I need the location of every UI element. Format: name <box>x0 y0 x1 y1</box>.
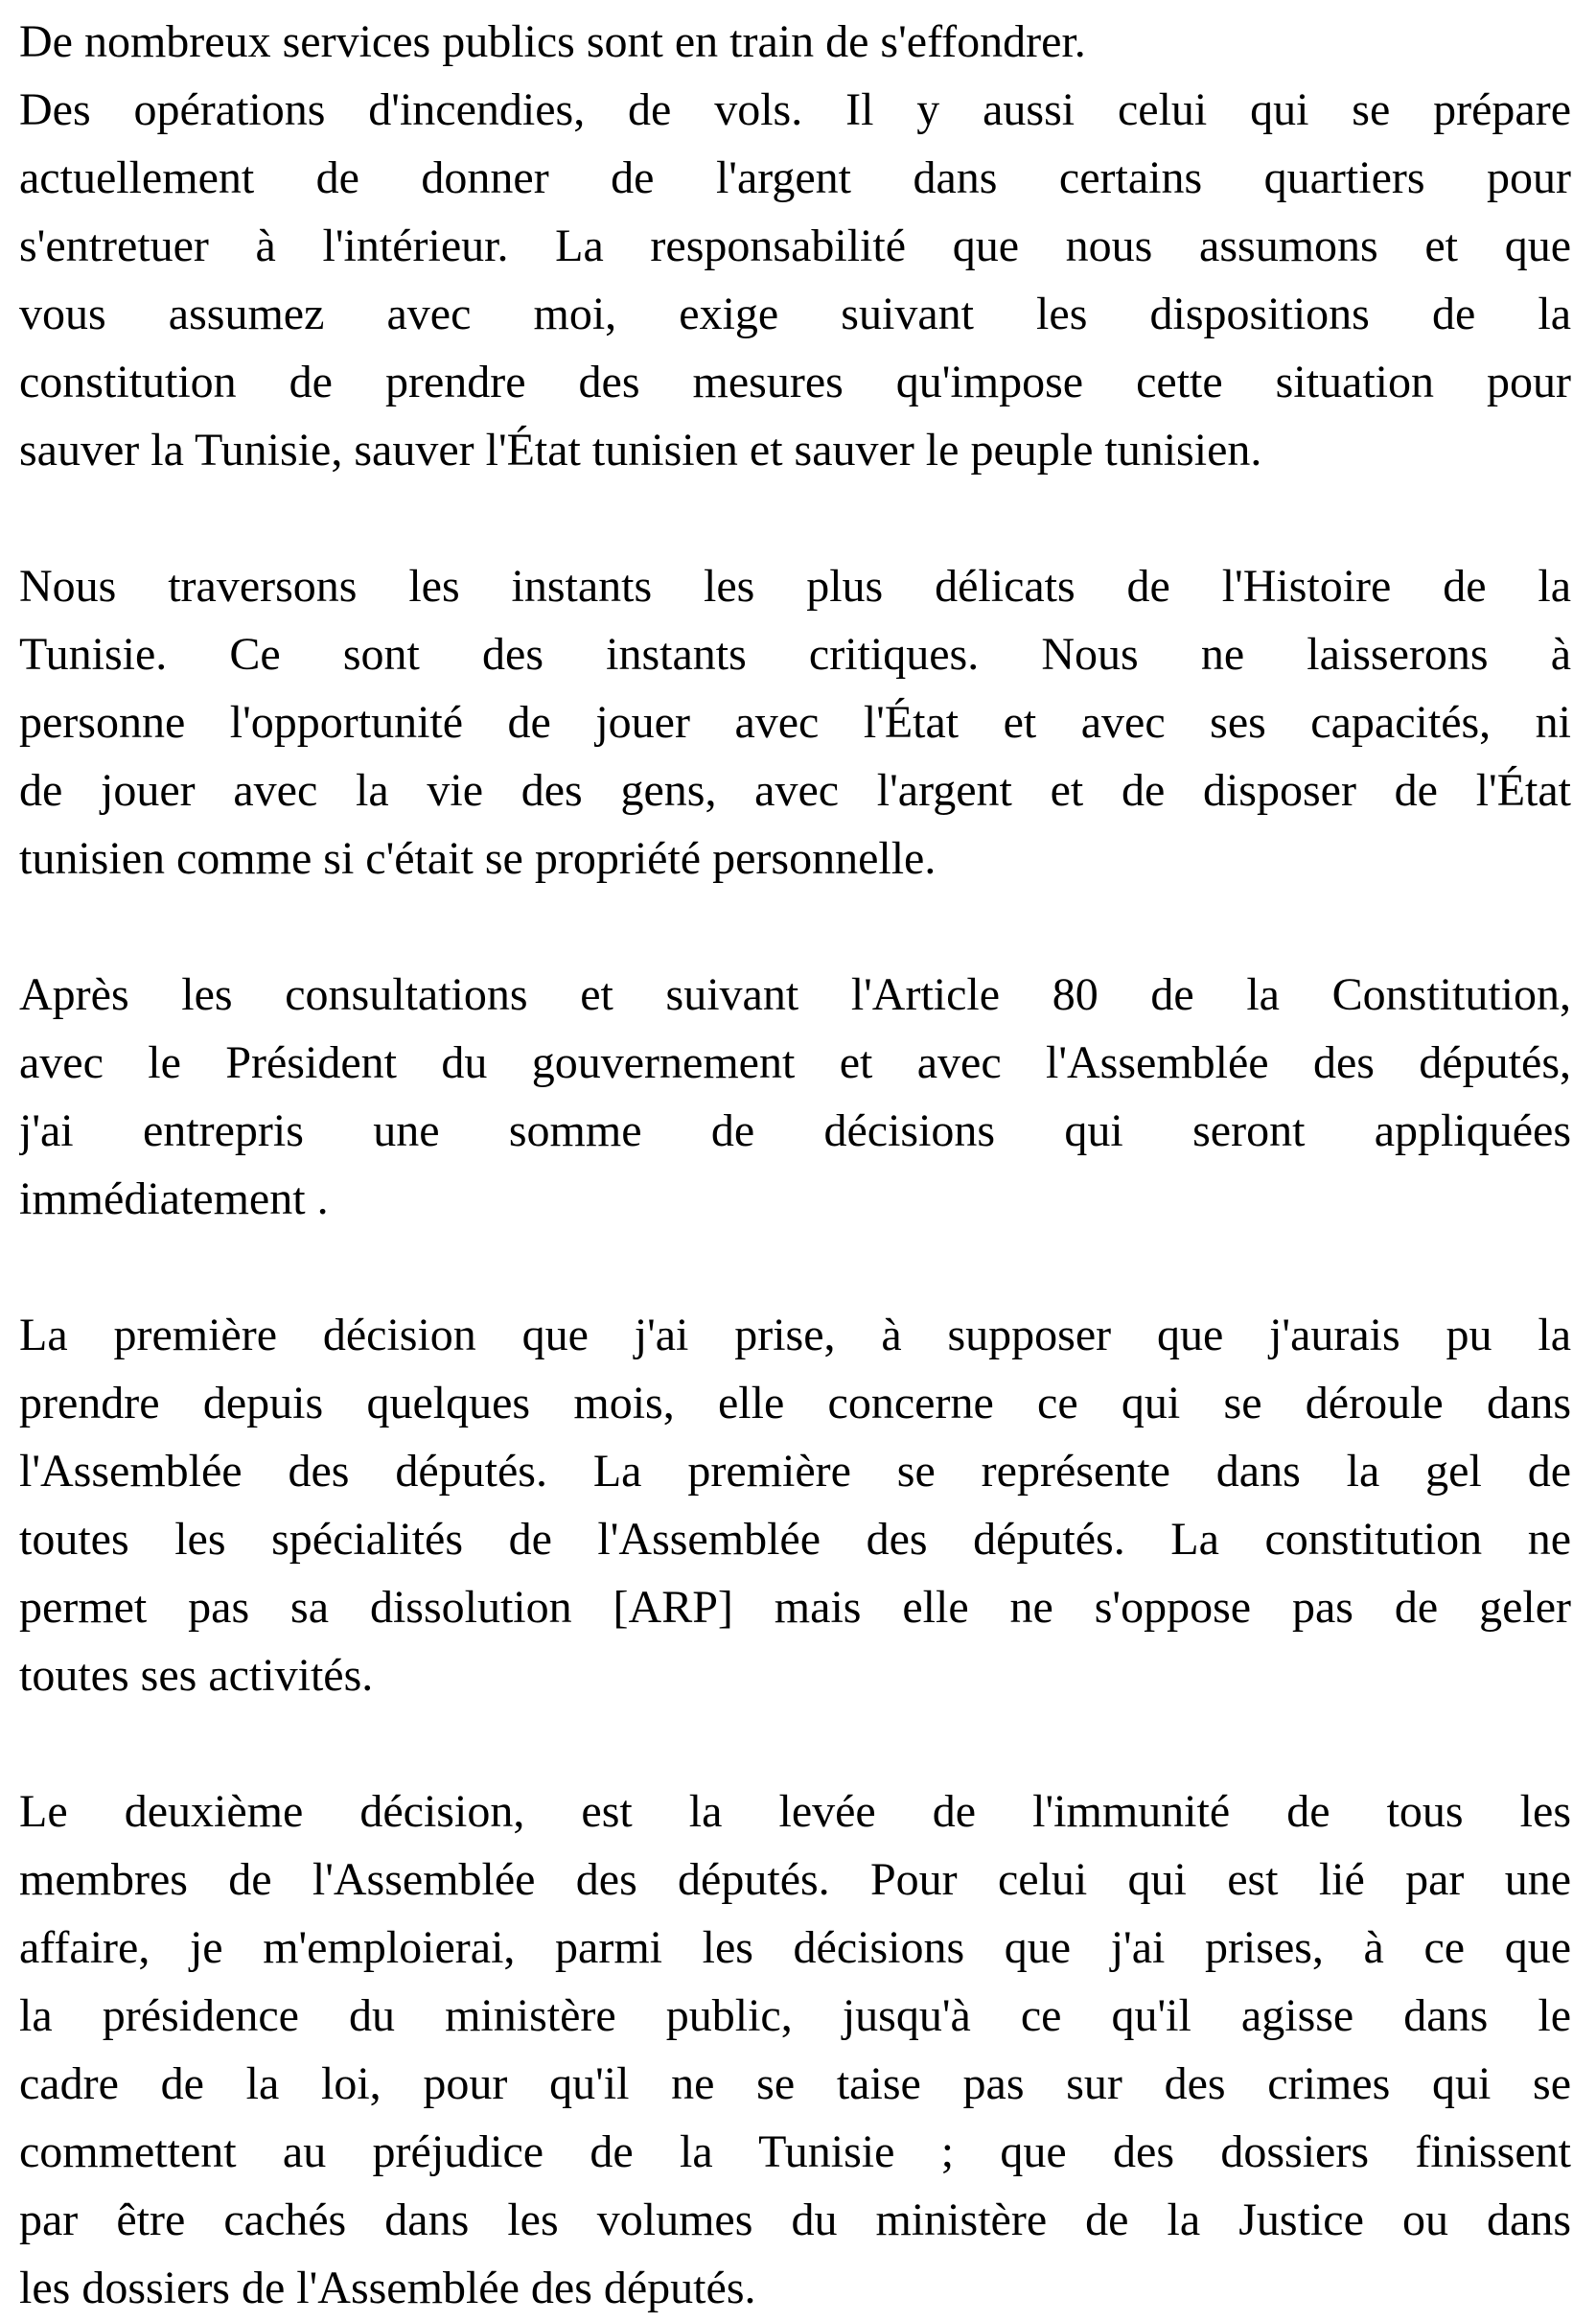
paragraph <box>19 552 1571 893</box>
text-line: actuellement de donner de l'argent dans certains quartiers pour <box>19 152 1571 203</box>
text-line: De nombreux services publics sont en train de s'effondrer. <box>19 16 1086 67</box>
text-line: La première décision que j'ai prise, à supposer que j'aurais pu la <box>19 1310 1571 1360</box>
text-line: la présidence du ministère public, jusqu'à ce qu'il agisse dans le <box>19 1990 1571 2041</box>
text-line: prendre depuis quelques mois, elle concerne ce qui se déroule dans <box>19 1378 1571 1428</box>
paragraph <box>19 76 1571 484</box>
text-line: Après les consultations et suivant l'Article 80 de la Constitution, <box>19 969 1571 1020</box>
paragraph <box>19 1777 1571 2322</box>
text-line: j'ai entrepris une somme de décisions qui seront appliquées <box>19 1105 1571 1156</box>
text-line: membres de l'Assemblée des députés. Pour celui qui est lié par une <box>19 1854 1571 1905</box>
text-line: constitution de prendre des mesures qu'impose cette situation pour <box>19 357 1571 407</box>
text-line: toutes ses activités. <box>19 1650 374 1701</box>
text-line: Des opérations d'incendies, de vols. Il y aussi celui qui se prépare <box>19 84 1571 135</box>
text-line: sauver la Tunisie, sauver l'État tunisien et sauver le peuple tunisien. <box>19 425 1262 476</box>
text-line: Le deuxième décision, est la levée de l'immunité de tous les <box>19 1786 1571 1837</box>
text-line: avec le Président du gouvernement et avec l'Assemblée des députés, <box>19 1037 1571 1088</box>
paragraph <box>19 1301 1571 1709</box>
text-line: les dossiers de l'Assemblée des députés. <box>19 2263 756 2313</box>
text-line: vous assumez avec moi, exige suivant les dispositions de la <box>19 289 1571 339</box>
text-line: tunisien comme si c'était se propriété personnelle. <box>19 833 937 884</box>
text-line: toutes les spécialités de l'Assemblée des députés. La constitution ne <box>19 1514 1571 1565</box>
text-line: affaire, je m'emploierai, parmi les décisions que j'ai prises, à ce que <box>19 1922 1571 1973</box>
text-line: l'Assemblée des députés. La première se représente dans la gel de <box>19 1446 1571 1497</box>
paragraph <box>19 961 1571 1233</box>
text-line: immédiatement . <box>19 1173 329 1224</box>
text-line: cadre de la loi, pour qu'il ne se taise pas sur des crimes qui se <box>19 2058 1571 2109</box>
text-line: personne l'opportunité de jouer avec l'État et avec ses capacités, ni <box>19 697 1571 748</box>
paragraph <box>19 8 1571 76</box>
speech-text <box>19 8 1571 2322</box>
text-line: commettent au préjudice de la Tunisie ; que des dossiers finissent <box>19 2126 1571 2177</box>
text-line: s'entretuer à l'intérieur. La responsabilité que nous assumons et que <box>19 221 1571 271</box>
text-line: permet pas sa dissolution [ARP] mais elle ne s'oppose pas de geler <box>19 1582 1571 1633</box>
text-line: par être cachés dans les volumes du ministère de la Justice ou dans <box>19 2194 1571 2245</box>
text-line: Tunisie. Ce sont des instants critiques. Nous ne laisserons à <box>19 629 1571 680</box>
text-line: Nous traversons les instants les plus délicats de l'Histoire de la <box>19 561 1571 612</box>
text-line: de jouer avec la vie des gens, avec l'argent et de disposer de l'État <box>19 765 1571 816</box>
